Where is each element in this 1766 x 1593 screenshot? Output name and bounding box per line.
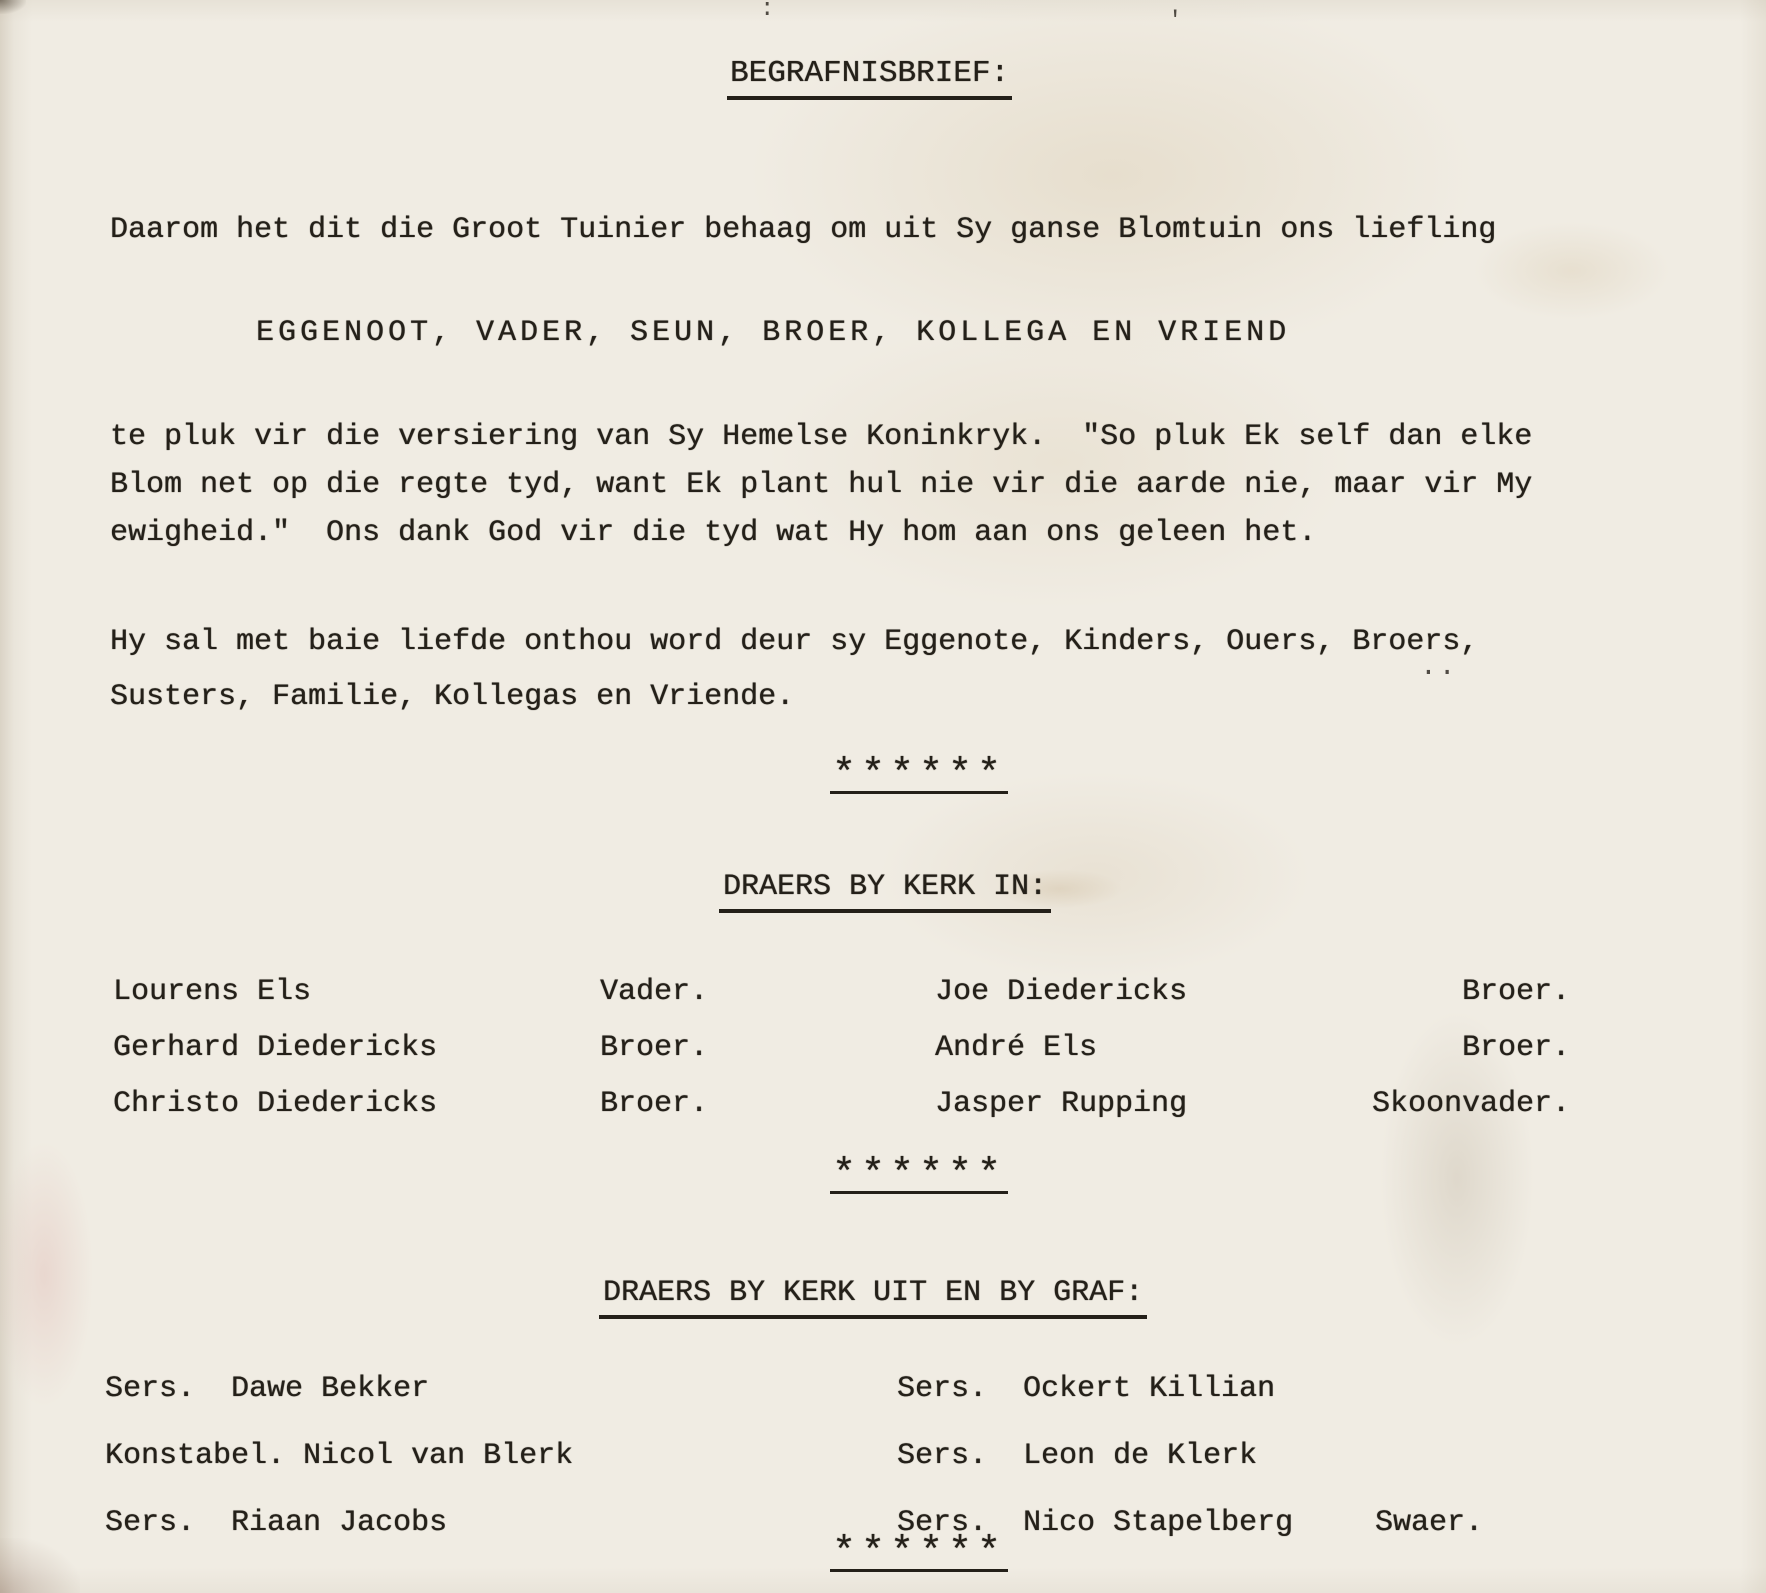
remembrance-line: Susters, Familie, Kollegas en Vriende. — [110, 680, 795, 714]
bearer-name: Lourens Els — [113, 975, 312, 1009]
scan-corner-artifact — [0, 1538, 80, 1593]
separator-stars: ****** — [832, 1531, 1007, 1576]
bearer-relation: Skoonvader. — [1371, 1087, 1570, 1121]
bearer-relation: Broer. — [1461, 1031, 1570, 1065]
scan-speck: .. — [1420, 652, 1458, 683]
bearer-relation: Broer. — [600, 1031, 709, 1065]
separator-stars: ****** — [832, 753, 1007, 798]
body-paragraph — [110, 420, 1532, 564]
bearer-relation: Vader. — [600, 975, 709, 1009]
separator-stars: ****** — [832, 1153, 1007, 1198]
bearer-name: Jasper Rupping — [935, 1087, 1188, 1121]
section-heading-bearers-in: DRAERS BY KERK IN: — [719, 870, 1051, 913]
table-row — [113, 1031, 1570, 1087]
scan-speck: : — [760, 0, 775, 23]
bearer-relation: Broer. — [1461, 975, 1570, 1009]
bearer-entry: Sers. Riaan Jacobs — [105, 1506, 448, 1540]
bearer-entry: Sers. Ockert Killian — [897, 1372, 1276, 1406]
page-title: BEGRAFNISBRIEF: — [727, 55, 1012, 100]
bearer-entry: Sers. Dawe Bekker — [105, 1372, 430, 1406]
scan-corner-artifact — [0, 0, 26, 14]
body-line: te pluk vir die versiering van Sy Hemelse Koninkryk. "So pluk Ek self dan elke — [110, 420, 1533, 454]
bearer-name: Joe Diedericks — [935, 975, 1188, 1009]
bearer-entry: Sers. Leon de Klerk — [897, 1439, 1258, 1473]
body-line: ewigheid." Ons dank God vir die tyd wat Hy hom aan ons geleen het. — [110, 516, 1317, 550]
scan-speck: ' — [1168, 8, 1183, 35]
table-row — [105, 1372, 1560, 1439]
honorific-line: EGGENOOT, VADER, SEUN, BROER, KOLLEGA EN VRIEND — [256, 316, 1291, 350]
bearer-name: Christo Diedericks — [113, 1087, 438, 1121]
remembrance-line: Hy sal met baie liefde onthou word deur sy Eggenote, Kinders, Ouers, Broers, — [110, 625, 1479, 659]
bearer-entry: Sers. Nico Stapelberg — [897, 1506, 1294, 1540]
bearer-name: André Els — [935, 1031, 1098, 1065]
body-line: Blom net op die regte tyd, want Ek plant hul nie vir die aarde nie, maar vir My — [110, 468, 1533, 502]
table-row — [113, 975, 1570, 1031]
table-row — [105, 1439, 1560, 1506]
intro-line: Daarom het dit die Groot Tuinier behaag om uit Sy ganse Blomtuin ons liefling — [110, 213, 1497, 247]
pallbearers-in-table — [113, 975, 1570, 1143]
remembrance-paragraph — [110, 625, 1478, 735]
section-heading-bearers-out: DRAERS BY KERK UIT EN BY GRAF: — [599, 1276, 1147, 1319]
bearer-relation: Broer. — [600, 1087, 709, 1121]
bearer-relation: Swaer. — [1375, 1506, 1484, 1540]
table-row — [113, 1087, 1570, 1143]
bearer-name: Gerhard Diedericks — [113, 1031, 438, 1065]
bearer-entry: Konstabel. Nicol van Blerk — [105, 1439, 574, 1473]
